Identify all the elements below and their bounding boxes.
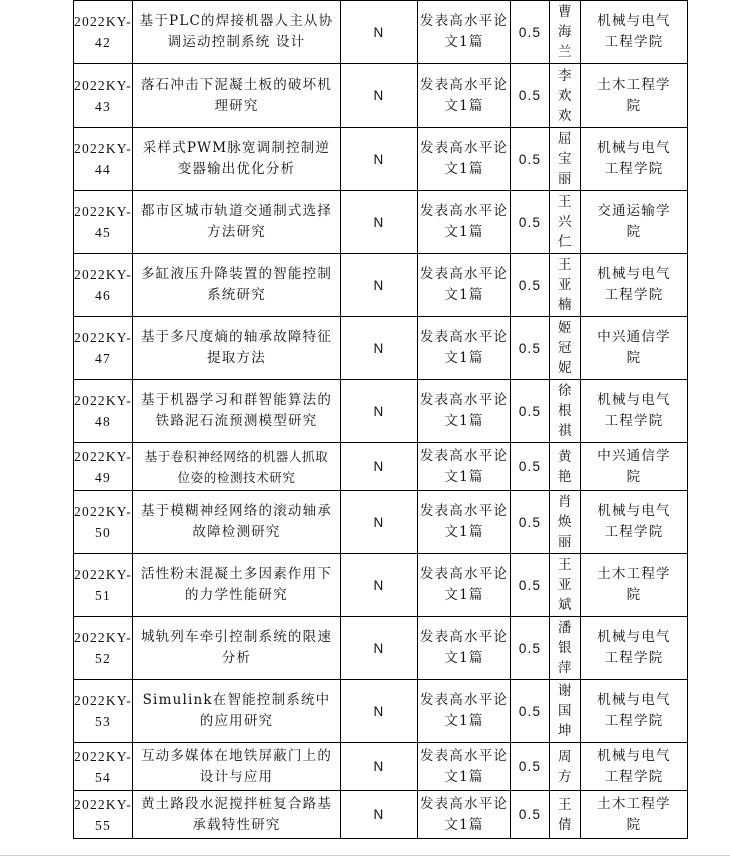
table-row — [74, 191, 688, 254]
project-leader: 谢国坤 — [550, 680, 581, 743]
project-title: 基于多尺度熵的轴承故障特征提取方法 — [133, 317, 341, 380]
college: 土木工程学院 — [581, 791, 688, 839]
project-flag: N — [341, 317, 418, 380]
project-leader: 黄艳 — [550, 443, 581, 491]
expected-outcome: 发表高水平论文1篇 — [418, 617, 511, 680]
project-flag: N — [341, 64, 418, 128]
table-row — [74, 791, 688, 839]
project-leader: 曹海兰 — [550, 1, 581, 64]
table-row — [74, 64, 688, 128]
project-id: 2022KY-47 — [74, 317, 133, 380]
funding-score: 0.5 — [511, 791, 550, 839]
project-leader: 王亚斌 — [550, 554, 581, 617]
project-leader: 王亚楠 — [550, 254, 581, 317]
project-id: 2022KY-48 — [74, 380, 133, 443]
college: 中兴通信学院 — [581, 317, 688, 380]
project-flag: N — [341, 491, 418, 554]
college: 机械与电气工程学院 — [581, 617, 688, 680]
project-leader: 周方 — [550, 743, 581, 791]
project-leader: 潘银萍 — [550, 617, 581, 680]
funding-score: 0.5 — [511, 443, 550, 491]
project-leader: 屈宝丽 — [550, 128, 581, 191]
project-flag: N — [341, 191, 418, 254]
project-id: 2022KY-46 — [74, 254, 133, 317]
project-flag: N — [341, 791, 418, 839]
project-leader: 肖焕丽 — [550, 491, 581, 554]
funding-score: 0.5 — [511, 191, 550, 254]
project-flag: N — [341, 680, 418, 743]
expected-outcome: 发表高水平论文1篇 — [418, 743, 511, 791]
project-title: 多缸液压升降装置的智能控制系统研究 — [133, 254, 341, 317]
expected-outcome: 发表高水平论文1篇 — [418, 380, 511, 443]
funding-score: 0.5 — [511, 128, 550, 191]
expected-outcome: 发表高水平论文1篇 — [418, 680, 511, 743]
expected-outcome: 发表高水平论文1篇 — [418, 443, 511, 491]
project-title: 城轨列车牵引控制系统的限速分析 — [133, 617, 341, 680]
project-title: 基于PLC的焊接机器人主从协调运动控制系统 设计 — [133, 1, 341, 64]
expected-outcome: 发表高水平论文1篇 — [418, 64, 511, 128]
project-id: 2022KY-50 — [74, 491, 133, 554]
table-row — [74, 743, 688, 791]
table-row — [74, 491, 688, 554]
project-table — [73, 0, 688, 839]
project-id: 2022KY-43 — [74, 64, 133, 128]
project-id: 2022KY-49 — [74, 443, 133, 491]
college: 中兴通信学院 — [581, 443, 688, 491]
table-row — [74, 443, 688, 491]
project-flag: N — [341, 554, 418, 617]
project-flag: N — [341, 380, 418, 443]
college: 土木工程学院 — [581, 64, 688, 128]
page-edge-divider — [0, 855, 730, 856]
college: 机械与电气工程学院 — [581, 491, 688, 554]
expected-outcome: 发表高水平论文1篇 — [418, 128, 511, 191]
expected-outcome: 发表高水平论文1篇 — [418, 791, 511, 839]
project-title: 活性粉末混凝土多因素作用下的力学性能研究 — [133, 554, 341, 617]
table-row — [74, 554, 688, 617]
funding-score: 0.5 — [511, 254, 550, 317]
funding-score: 0.5 — [511, 1, 550, 64]
project-id: 2022KY-51 — [74, 554, 133, 617]
funding-score: 0.5 — [511, 491, 550, 554]
funding-score: 0.5 — [511, 617, 550, 680]
table-row — [74, 128, 688, 191]
project-id: 2022KY-52 — [74, 617, 133, 680]
project-flag: N — [341, 1, 418, 64]
table-row — [74, 680, 688, 743]
college: 机械与电气工程学院 — [581, 680, 688, 743]
project-flag: N — [341, 617, 418, 680]
project-leader: 姬冠妮 — [550, 317, 581, 380]
project-id: 2022KY-55 — [74, 791, 133, 839]
project-id: 2022KY-53 — [74, 680, 133, 743]
expected-outcome: 发表高水平论文1篇 — [418, 1, 511, 64]
expected-outcome: 发表高水平论文1篇 — [418, 317, 511, 380]
project-title: 基于卷积神经网络的机器人抓取位姿的检测技术研究 — [133, 443, 341, 491]
project-id: 2022KY-44 — [74, 128, 133, 191]
funding-score: 0.5 — [511, 743, 550, 791]
expected-outcome: 发表高水平论文1篇 — [418, 554, 511, 617]
project-title: 都市区城市轨道交通制式选择方法研究 — [133, 191, 341, 254]
table-row — [74, 380, 688, 443]
expected-outcome: 发表高水平论文1篇 — [418, 491, 511, 554]
project-leader: 王兴仁 — [550, 191, 581, 254]
project-flag: N — [341, 254, 418, 317]
project-title: Simulink在智能控制系统中的应用研究 — [133, 680, 341, 743]
college: 机械与电气工程学院 — [581, 1, 688, 64]
funding-score: 0.5 — [511, 680, 550, 743]
table-row — [74, 617, 688, 680]
project-title: 基于机器学习和群智能算法的铁路泥石流预测模型研究 — [133, 380, 341, 443]
expected-outcome: 发表高水平论文1篇 — [418, 254, 511, 317]
project-title: 黄土路段水泥搅拌桩复合路基承载特性研究 — [133, 791, 341, 839]
project-leader: 王倩 — [550, 791, 581, 839]
funding-score: 0.5 — [511, 554, 550, 617]
college: 机械与电气工程学院 — [581, 743, 688, 791]
expected-outcome: 发表高水平论文1篇 — [418, 191, 511, 254]
table-row — [74, 1, 688, 64]
college: 土木工程学院 — [581, 554, 688, 617]
project-title: 落石冲击下泥凝土板的破坏机理研究 — [133, 64, 341, 128]
college: 机械与电气工程学院 — [581, 380, 688, 443]
project-flag: N — [341, 743, 418, 791]
project-flag: N — [341, 443, 418, 491]
table-row — [74, 254, 688, 317]
table-row — [74, 317, 688, 380]
project-title: 采样式PWM脉宽调制控制逆变器输出优化分析 — [133, 128, 341, 191]
funding-score: 0.5 — [511, 64, 550, 128]
project-title: 互动多媒体在地铁屏蔽门上的设计与应用 — [133, 743, 341, 791]
project-id: 2022KY-42 — [74, 1, 133, 64]
project-title: 基于模糊神经网络的滚动轴承故障检测研究 — [133, 491, 341, 554]
project-flag: N — [341, 128, 418, 191]
project-id: 2022KY-45 — [74, 191, 133, 254]
college: 交通运输学院 — [581, 191, 688, 254]
college: 机械与电气工程学院 — [581, 128, 688, 191]
college: 机械与电气工程学院 — [581, 254, 688, 317]
funding-score: 0.5 — [511, 317, 550, 380]
project-leader: 徐根祺 — [550, 380, 581, 443]
project-leader: 李欢欢 — [550, 64, 581, 128]
funding-score: 0.5 — [511, 380, 550, 443]
project-id: 2022KY-54 — [74, 743, 133, 791]
